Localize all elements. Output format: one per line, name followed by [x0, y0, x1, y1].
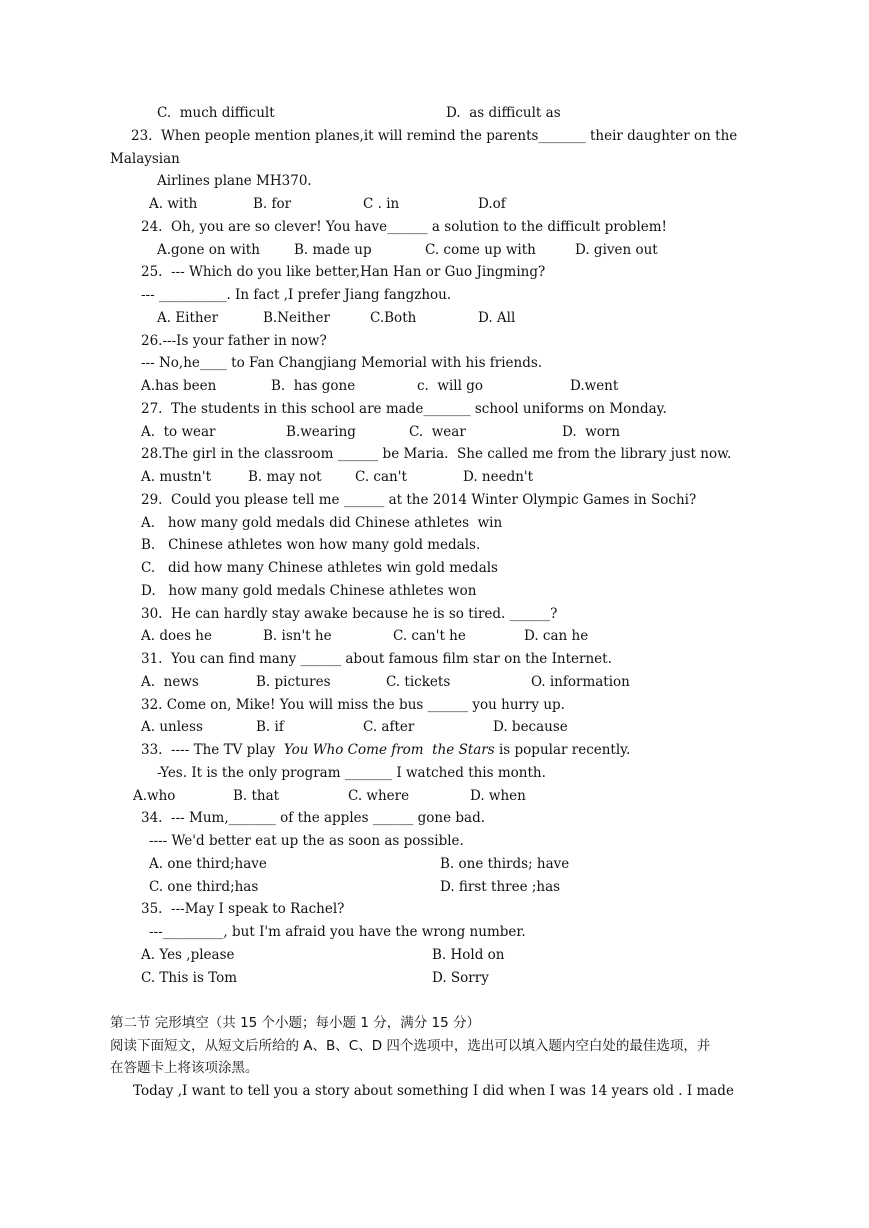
q23-stem-wrap: Malaysian — [110, 151, 180, 167]
q34-option-b: B. one thirds; have — [440, 856, 570, 872]
q32-option-d: D. because — [493, 719, 568, 735]
q34-stem: 34. --- Mum,_______ of the apples ______ gone bad. — [141, 810, 486, 826]
q34-reply: ---- We'd better eat up the as soon as possible. — [149, 833, 464, 849]
q33-stem-text: is popular recently. — [494, 742, 631, 758]
q35-reply: ---_________, but I'm afraid you have the wrong number. — [149, 924, 526, 940]
q24-option-c: C. come up with — [425, 242, 536, 258]
q25-option-b: B.Neither — [263, 310, 330, 326]
q29-option-d: D. how many gold medals Chinese athletes won — [141, 583, 477, 599]
q23-option-b: B. for — [253, 196, 292, 212]
q28-stem: 28.The girl in the classroom ______ be Maria. She called me from the library just now. — [141, 446, 732, 462]
q31-option-c: C. tickets — [386, 674, 451, 690]
q33-stem — [141, 741, 630, 759]
q23-stem-wrap: Airlines plane MH370. — [157, 173, 312, 189]
q23-stem: 23. When people mention planes,it will remind the parents_______ their daughter on the — [131, 128, 738, 144]
q24-option-b: B. made up — [294, 242, 372, 258]
q32-stem: 32. Come on, Mike! You will miss the bus ______ you hurry up. — [141, 697, 565, 713]
q26-reply: --- No,he____ to Fan Changjiang Memorial with his friends. — [141, 355, 543, 371]
q23-option-c: C . in — [363, 196, 400, 212]
q24-option-a: A.gone on with — [157, 242, 260, 258]
q35-option-a: A. Yes ,please — [141, 947, 235, 963]
q28-option-a: A. mustn't — [141, 469, 212, 485]
passage-first-line: Today ,I want to tell you a story about something I did when I was 14 years old . I made — [133, 1083, 734, 1099]
q33-option-b: B. that — [233, 788, 280, 804]
q26-option-b: B. has gone — [271, 378, 356, 394]
q28-option-d: D. needn't — [463, 469, 534, 485]
q31-stem: 31. You can find many ______ about famous film star on the Internet. — [141, 651, 612, 667]
q31-option-a: A. news — [141, 674, 199, 690]
q33-play-title: You Who Come from the Stars — [283, 742, 495, 758]
q35-option-d: D. Sorry — [432, 970, 489, 986]
q29-option-b: B. Chinese athletes won how many gold medals. — [141, 537, 481, 553]
q35-stem: 35. ---May I speak to Rachel? — [141, 901, 345, 917]
q33-option-d: D. when — [470, 788, 526, 804]
q35-option-c: C. This is Tom — [141, 970, 238, 986]
q30-option-a: A. does he — [141, 628, 212, 644]
q35-option-b: B. Hold on — [432, 947, 505, 963]
q32-option-b: B. if — [256, 719, 284, 735]
q25-reply: --- __________. In fact ,I prefer Jiang fangzhou. — [141, 287, 452, 303]
q34-option-c: C. one third;has — [149, 879, 259, 895]
q30-option-c: C. can't he — [393, 628, 466, 644]
q27-option-c: C. wear — [409, 424, 466, 440]
q27-option-a: A. to wear — [141, 424, 216, 440]
section-instruction: 阅读下面短文，从短文后所给的 A、B、C、D 四个选项中，选出可以填入题内空白处的最佳选项，并 — [110, 1038, 711, 1054]
q25-option-d: D. All — [478, 310, 516, 326]
q22-option-d: D. as difficult as — [446, 105, 561, 121]
q27-stem: 27. The students in this school are made_______ school uniforms on Monday. — [141, 401, 667, 417]
q32-option-c: C. after — [363, 719, 415, 735]
q31-option-b: B. pictures — [256, 674, 331, 690]
section-instruction: 在答题卡上将该项涂黑。 — [110, 1060, 259, 1076]
q27-option-b: B.wearing — [286, 424, 356, 440]
q29-option-c: C. did how many Chinese athletes win gold medals — [141, 560, 498, 576]
q28-option-b: B. may not — [248, 469, 322, 485]
q29-option-a: A. how many gold medals did Chinese athletes win — [141, 515, 503, 531]
q30-stem: 30. He can hardly stay awake because he is so tired. ______? — [141, 606, 558, 622]
q26-stem: 26.---Is your father in now? — [141, 333, 327, 349]
q31-option-d: O. information — [531, 674, 630, 690]
q22-option-c: C. much difficult — [157, 105, 275, 121]
q34-option-d: D. first three ;has — [440, 879, 561, 895]
q33-stem-text: 33. ---- The TV play — [141, 742, 284, 758]
q33-option-a: A.who — [133, 788, 176, 804]
q23-option-d: D.of — [478, 196, 506, 212]
q26-option-d: D.went — [570, 378, 619, 394]
q23-option-a: A. with — [149, 196, 198, 212]
q32-option-a: A. unless — [141, 719, 203, 735]
q26-option-a: A.has been — [141, 378, 217, 394]
q33-option-c: C. where — [348, 788, 410, 804]
q24-option-d: D. given out — [575, 242, 658, 258]
q28-option-c: C. can't — [355, 469, 407, 485]
q26-option-c: c. will go — [417, 378, 484, 394]
q25-option-a: A. Either — [157, 310, 219, 326]
q29-stem: 29. Could you please tell me ______ at the 2014 Winter Olympic Games in Sochi? — [141, 492, 697, 508]
q24-stem: 24. Oh, you are so clever! You have______ a solution to the difficult problem! — [141, 219, 667, 235]
q25-stem: 25. --- Which do you like better,Han Han or Guo Jingming? — [141, 264, 546, 280]
q30-option-d: D. can he — [524, 628, 589, 644]
q30-option-b: B. isn't he — [263, 628, 332, 644]
q27-option-d: D. worn — [562, 424, 621, 440]
q34-option-a: A. one third;have — [149, 856, 267, 872]
q33-reply: -Yes. It is the only program _______ I watched this month. — [157, 765, 546, 781]
section-heading: 第二节 完形填空（共 15 个小题；每小题 1 分，满分 15 分） — [110, 1015, 480, 1031]
q25-option-c: C.Both — [370, 310, 417, 326]
